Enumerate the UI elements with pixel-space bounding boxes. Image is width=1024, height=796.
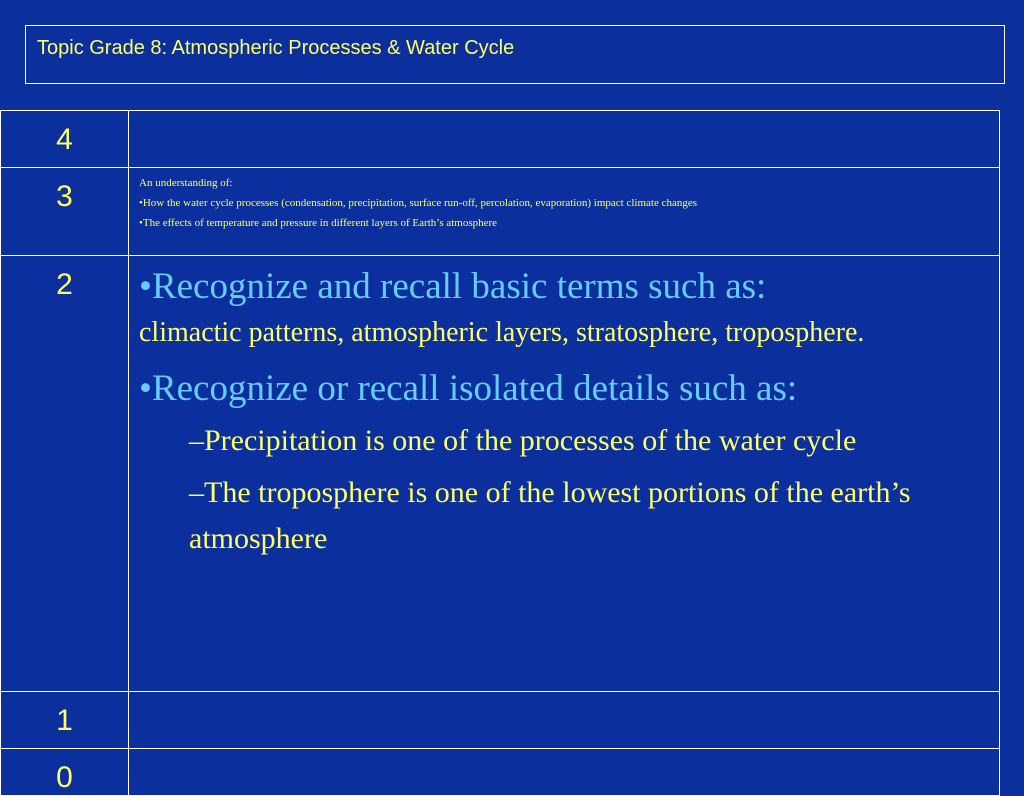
score-cell-4 [1, 111, 129, 168]
rubric-row-2 [1, 256, 1000, 692]
slide-title: Topic Grade 8: Atmospheric Processes & Water Cycle [37, 37, 515, 59]
score-1: 1 [56, 704, 73, 737]
score-cell-3 [1, 168, 129, 256]
description-cell-3 [129, 168, 1000, 256]
bullet-terms-list: climactic patterns, atmospheric layers, stratosphere, troposphere. [139, 317, 865, 348]
score-3-intro: An understanding of: [139, 177, 233, 189]
score-cell-2 [1, 256, 129, 692]
description-cell-2 [129, 256, 1000, 692]
rubric-table [0, 110, 1000, 796]
title-box [25, 25, 1005, 84]
score-2: 2 [56, 268, 73, 301]
score-cell-1 [1, 692, 129, 749]
score-4: 4 [56, 123, 73, 156]
description-cell-4 [129, 111, 1000, 168]
score-3-item-atmosphere: •The effects of temperature and pressure in different layers of Earth’s atmosphere [139, 217, 498, 229]
rubric-row-1 [1, 692, 1000, 749]
rubric-row-0 [1, 749, 1000, 796]
score-3: 3 [56, 180, 73, 213]
score-0: 0 [56, 761, 73, 794]
score-3-item-water-cycle: •How the water cycle processes (condensation, precipitation, surface run-off, percolation, evaporation) impact climate changes [139, 197, 698, 209]
sub-bullet-precipitation: –Precipitation is one of the processes of the water cycle [189, 424, 857, 457]
description-cell-0 [129, 749, 1000, 796]
bullet-recognize-terms: •Recognize and recall basic terms such as: [139, 266, 767, 307]
score-cell-0 [1, 749, 129, 796]
rubric-row-3 [1, 168, 1000, 256]
description-cell-1 [129, 692, 1000, 749]
rubric-row-4 [1, 111, 1000, 168]
sub-bullet-troposphere: –The troposphere is one of the lowest portions of the earth’s atmosphere [189, 476, 911, 555]
bullet-recognize-details: •Recognize or recall isolated details such as: [139, 368, 798, 409]
